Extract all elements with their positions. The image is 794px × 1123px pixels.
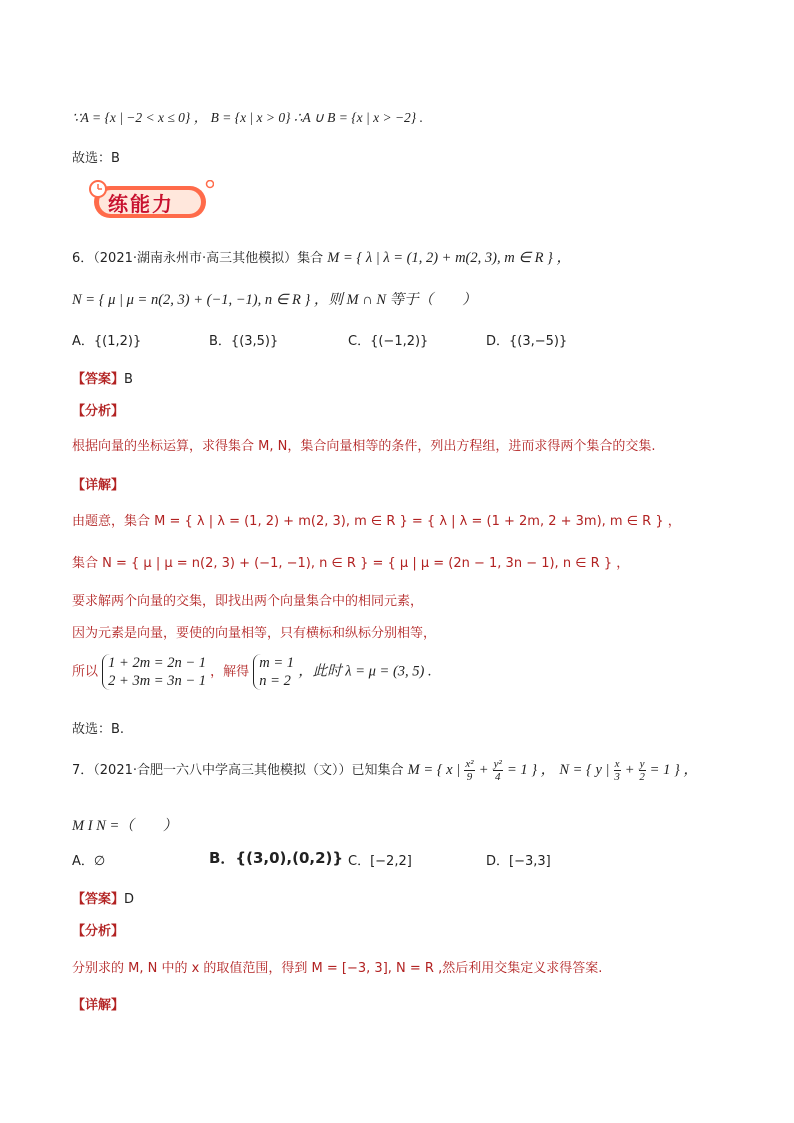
- q6-analysis-tag: 【分析】: [72, 404, 125, 419]
- q7-set-n-post: = 1 } ，: [649, 762, 698, 778]
- q6-solve: ，解得: [210, 664, 250, 680]
- frac-num: x: [614, 758, 620, 770]
- q6-eq-1: 1 + 2m = 2n − 1: [108, 655, 206, 671]
- q6-detail-2: 集合 N = { μ | μ = n(2, 3) + (−1, −1), n ∈ R } = { μ | μ = (2n − 1, 3n − 1), n ∈ R } ，: [72, 556, 630, 571]
- q7-analysis-tag: 【分析】: [72, 924, 125, 939]
- q6-answer-line: [72, 368, 133, 387]
- q6-system-1: [102, 654, 206, 690]
- q6-so: 所以: [72, 664, 99, 680]
- q6-option-b: B．{(3,5)}: [209, 334, 279, 349]
- frac-den: 2: [639, 771, 645, 783]
- q6-equation-system: [72, 654, 432, 690]
- q6-number: 6．: [72, 251, 94, 266]
- q6-set-n: N = { μ | μ = n(2, 3) + (−1, −1), n ∈ R } ，则 M ∩ N 等于（ ）: [72, 292, 477, 308]
- q6-eq-2: 2 + 3m = 3n − 1: [108, 673, 206, 689]
- q6-detail-tag: 【详解】: [72, 478, 125, 493]
- q7-frac-x2-9: [464, 758, 474, 783]
- q6-detail-1: 由题意，集合 M = { λ | λ = (1, 2) + m(2, 3), m ∈ R } = { λ | λ = (1 + 2m, 2 + 3m), m ∈ R } ，: [72, 514, 681, 529]
- frac-num: y: [639, 758, 645, 770]
- q7-option-a: A．∅: [72, 854, 106, 869]
- frac-num: x²: [465, 758, 474, 770]
- q7-analysis: 分别求的 M, N 中的 x 的取值范围，得到 M = [−3, 3], N = R ,然后利用交集定义求得答案.: [72, 961, 603, 976]
- q6-option-a: A．{(1,2)}: [72, 334, 142, 349]
- q6-detail-3: 要求解两个向量的交集，即找出两个向量集合中的相同元素，: [72, 594, 424, 609]
- q7-answer: D: [124, 892, 135, 907]
- frac-den: 3: [614, 771, 620, 783]
- q6-stem-line2: [72, 288, 477, 309]
- frac-den: 4: [494, 771, 501, 783]
- q6-analysis: 根据向量的坐标运算，求得集合 M, N，集合向量相等的条件，列出方程组，进而求得两个集合的交集.: [72, 439, 656, 454]
- q7-plus-1: +: [478, 762, 489, 778]
- practice-banner: [86, 180, 214, 222]
- frac-num: y²: [493, 758, 502, 770]
- q7-frac-y2-4: [493, 758, 503, 783]
- q7-frac-x-3: [614, 758, 621, 783]
- q6-set-m: M = { λ | λ = (1, 2) + m(2, 3), m ∈ R } ，: [327, 250, 571, 266]
- frac-den: 9: [466, 771, 473, 783]
- q7-question: M I N =（ ）: [72, 818, 178, 834]
- q6-answer: B: [124, 372, 133, 387]
- q6-sol-2: n = 2: [259, 673, 291, 689]
- q7-option-d: D．[−3,3]: [486, 854, 551, 869]
- q6-detail-4: 因为元素是向量，要使的向量相等，只有横标和纵标分别相等，: [72, 626, 437, 641]
- q7-source: （2021·合肥一六八中学高三其他模拟（文））已知集合: [93, 763, 404, 778]
- q6-final: 故选：B.: [72, 722, 125, 737]
- q7-answer-line: [72, 888, 134, 907]
- q7-option-c: C．[−2,2]: [348, 854, 412, 869]
- q7-set-m-pre: M = { x |: [407, 762, 461, 778]
- q6-option-d: D．{(3,−5)}: [486, 334, 568, 349]
- q6-source: （2021·湖南永州市·高三其他模拟）集合: [93, 251, 324, 266]
- q6-result: ，此时 λ = μ = (3, 5) .: [298, 663, 432, 680]
- q7-detail-tag: 【详解】: [72, 998, 125, 1013]
- q6-system-2: [253, 654, 294, 690]
- previous-answer: 故选：B: [72, 151, 120, 166]
- q7-frac-y-2: [639, 758, 646, 783]
- q7-number: 7．: [72, 763, 94, 778]
- q6-stem: [72, 246, 571, 267]
- q7-plus-2: +: [624, 762, 635, 778]
- q7-answer-tag: 【答案】: [72, 892, 125, 907]
- q6-sol-1: m = 1: [259, 655, 295, 671]
- q6-answer-tag: 【答案】: [72, 372, 125, 387]
- q6-option-c: C．{(−1,2)}: [348, 334, 429, 349]
- q7-set-m-post: = 1 } ，: [506, 762, 556, 778]
- q7-option-b: B．{(3,0),(0,2)}: [209, 849, 344, 867]
- previous-solution-line: ∵A = {x | −2 < x ≤ 0} ， B = {x | x > 0} ∴A ∪ B = {x | x > −2} .: [72, 110, 423, 125]
- q7-stem: [72, 758, 698, 783]
- q7-set-n-pre: N = { y |: [559, 762, 610, 778]
- banner-text: 练能力: [108, 192, 174, 216]
